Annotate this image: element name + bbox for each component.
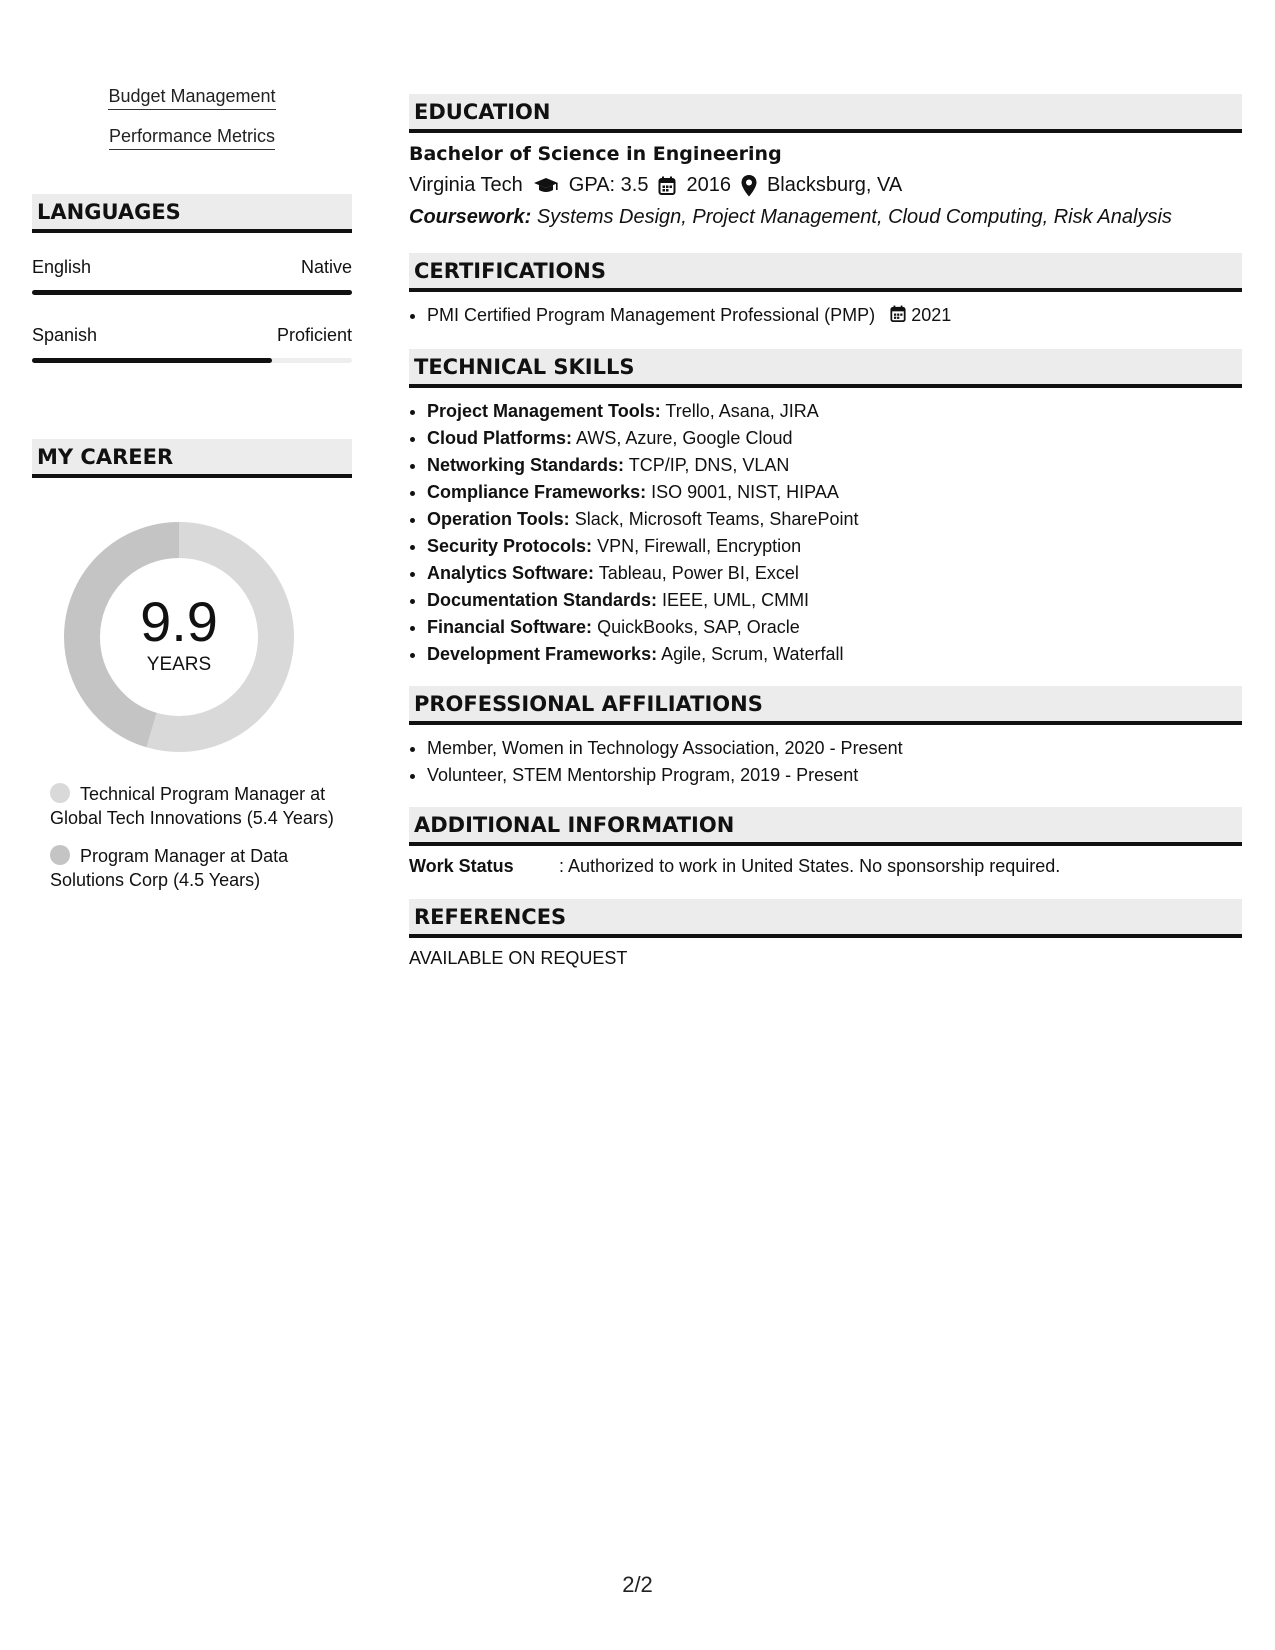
references-heading: REFERENCES — [409, 899, 1242, 938]
languages-heading: LANGUAGES — [32, 194, 352, 233]
career-legend-item — [50, 844, 340, 892]
skill-label: Documentation Standards: — [427, 590, 658, 610]
skill-label: Analytics Software: — [427, 563, 595, 583]
language-bar-fill — [32, 358, 272, 363]
skill-budget-management: Budget Management — [108, 86, 275, 110]
work-status-row — [409, 856, 1242, 877]
technical-skills-list — [409, 398, 1242, 668]
skill-item — [427, 533, 1242, 560]
language-bar — [32, 358, 352, 363]
language-name: Spanish — [32, 325, 98, 345]
career-legend-label: Technical Program Manager at Global Tech Innovations (5.4 Years) — [50, 784, 334, 828]
language-level: Proficient — [276, 325, 352, 345]
certification-year: 2021 — [911, 305, 952, 325]
skill-value: AWS, Azure, Google Cloud — [576, 428, 793, 448]
career-donut-chart — [64, 522, 294, 752]
skill-value: Slack, Microsoft Teams, SharePoint — [574, 509, 859, 529]
career-legend-label: Program Manager at Data Solutions Corp (4.5 Years) — [50, 846, 289, 890]
right-column — [409, 94, 1242, 969]
coursework — [409, 206, 1242, 229]
skill-item — [427, 641, 1242, 668]
skill-value: Agile, Scrum, Waterfall — [661, 644, 844, 664]
skill-label: Operation Tools: — [427, 509, 570, 529]
skill-item — [427, 425, 1242, 452]
calendar-icon — [890, 304, 906, 331]
certifications-list — [409, 302, 1242, 331]
coursework-list: Systems Design, Project Management, Cloud Computing, Risk Analysis — [536, 206, 1172, 228]
skill-item — [427, 479, 1242, 506]
language-bar — [32, 290, 352, 295]
career-total-years: 9.9 — [140, 590, 218, 653]
certification-item — [427, 302, 1242, 331]
skill-value: QuickBooks, SAP, Oracle — [597, 617, 800, 637]
school-location: Blacksburg, VA — [766, 174, 903, 196]
skill-item — [427, 587, 1242, 614]
skill-label: Networking Standards: — [427, 455, 625, 475]
degree-title: Bachelor of Science in Engineering — [409, 143, 782, 165]
skill-label: Cloud Platforms: — [427, 428, 573, 448]
career-total-unit: YEARS — [146, 654, 212, 675]
affiliation-item: • Volunteer, STEM Mentorship Program, 2019 - Present — [427, 762, 1242, 789]
education-heading: EDUCATION — [409, 94, 1242, 133]
skill-value: IEEE, UML, CMMI — [662, 590, 810, 610]
skill-item — [427, 506, 1242, 533]
work-status-label: Work Status — [409, 856, 514, 876]
school-name: Virginia Tech — [409, 174, 523, 196]
affiliations-heading: PROFESSIONAL AFFILIATIONS — [409, 686, 1242, 725]
gpa-value: GPA: 3.5 — [568, 174, 649, 196]
graduation-year: 2016 — [686, 174, 731, 196]
location-pin-icon — [741, 175, 757, 197]
skill-value: ISO 9001, NIST, HIPAA — [651, 482, 839, 502]
skill-item — [427, 560, 1242, 587]
skill-label: Project Management Tools: — [427, 401, 661, 421]
language-name: English — [32, 257, 92, 277]
skill-value: TCP/IP, DNS, VLAN — [628, 455, 790, 475]
skill-value: Trello, Asana, JIRA — [665, 401, 819, 421]
certification-name: PMI Certified Program Management Professional (PMP) — [427, 305, 876, 325]
legend-dot-icon — [50, 845, 70, 865]
skill-item — [427, 614, 1242, 641]
language-level: Native — [300, 257, 352, 277]
references-text: AVAILABLE ON REQUEST — [409, 948, 628, 968]
page-number: 2/2 — [622, 1572, 653, 1597]
skill-item — [427, 398, 1242, 425]
skill-label: Development Frameworks: — [427, 644, 658, 664]
skill-label: Financial Software: — [427, 617, 593, 637]
work-status-value: : Authorized to work in United States. No sponsorship required. — [559, 856, 1061, 876]
career-legend — [50, 782, 340, 892]
career-heading: MY CAREER — [32, 439, 352, 478]
career-legend-item — [50, 782, 340, 830]
skill-label: Security Protocols: — [427, 536, 593, 556]
skill-value: VPN, Firewall, Encryption — [597, 536, 802, 556]
affiliation-item: • Member, Women in Technology Association, 2020 - Present — [427, 735, 1242, 762]
certifications-heading: CERTIFICATIONS — [409, 253, 1242, 292]
language-bar-fill — [32, 290, 352, 295]
additional-info-heading: ADDITIONAL INFORMATION — [409, 807, 1242, 846]
affiliations-list — [409, 735, 1242, 789]
language-spanish — [32, 325, 352, 363]
legend-dot-icon — [50, 783, 70, 803]
graduation-cap-icon — [533, 177, 559, 195]
education-meta — [409, 174, 1242, 197]
skill-label: Compliance Frameworks: — [427, 482, 647, 502]
language-english — [32, 257, 352, 295]
skill-item — [427, 452, 1242, 479]
coursework-label: Coursework: — [409, 206, 532, 228]
technical-skills-heading: TECHNICAL SKILLS — [409, 349, 1242, 388]
left-column — [32, 86, 352, 906]
calendar-icon — [658, 176, 676, 196]
skill-value: Tableau, Power BI, Excel — [598, 563, 799, 583]
skill-performance-metrics: Performance Metrics — [109, 126, 275, 150]
